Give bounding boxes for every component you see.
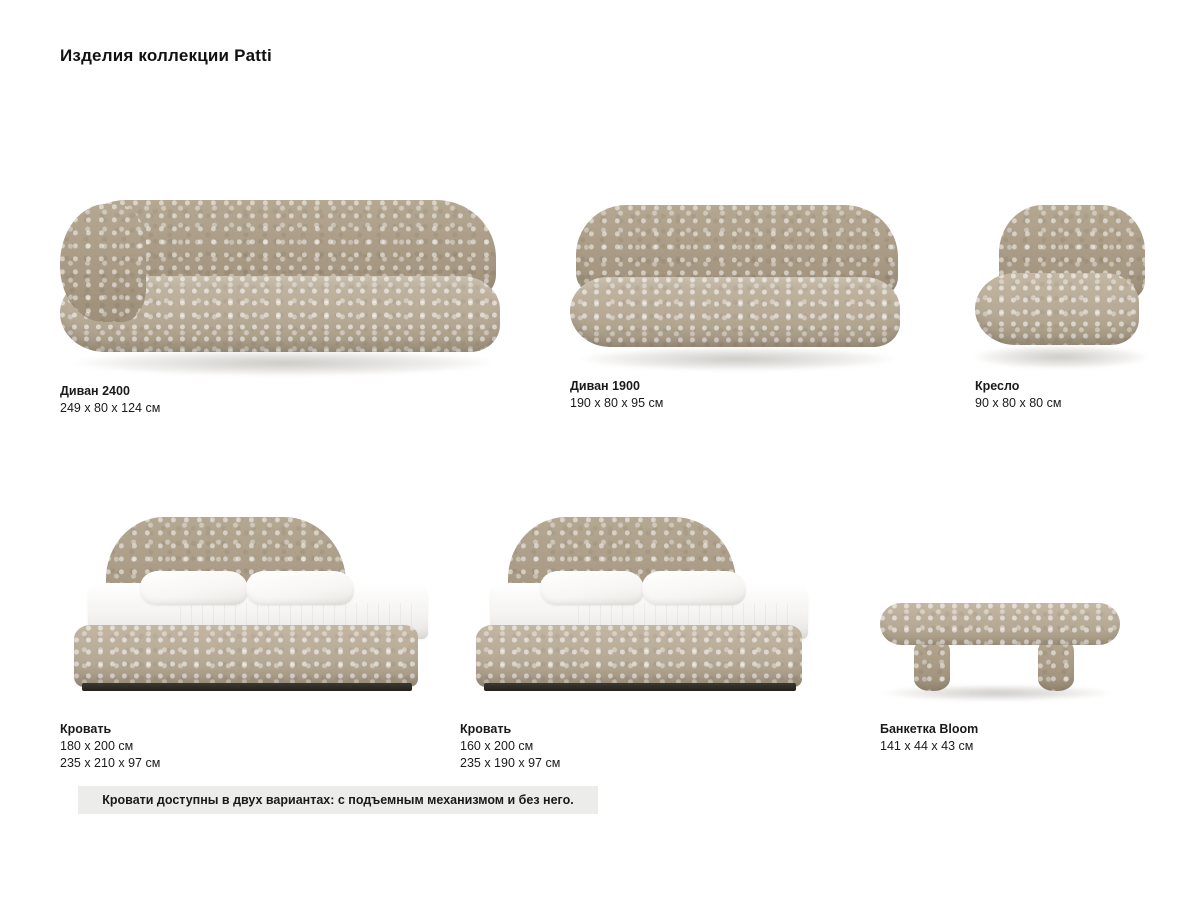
product-caption-sofa-2400: [60, 383, 510, 417]
product-name: Диван 2400: [60, 384, 130, 398]
armchair-seat: [975, 273, 1139, 345]
product-card-bed-160: [460, 505, 860, 772]
product-caption-sofa-1900: [570, 378, 910, 412]
product-caption-bed-160: [460, 721, 860, 772]
bed-pillow-right: [642, 571, 746, 605]
product-card-sofa-1900: [570, 205, 910, 412]
bed-pillow-right: [246, 571, 354, 605]
product-image-armchair: [975, 205, 1155, 375]
bed-base: [476, 625, 802, 687]
footer-note: Кровати доступны в двух вариантах: с подъемным механизмом и без него.: [78, 786, 598, 814]
product-size: 160 x 200 см: [460, 739, 534, 753]
product-image-bench-bloom: [880, 505, 1130, 705]
page-title: Изделия коллекции Patti: [60, 46, 272, 65]
product-caption-armchair: [975, 378, 1155, 412]
product-name: Диван 1900: [570, 379, 640, 393]
product-image-bed-160: [460, 505, 860, 705]
bench-illustration: [880, 603, 1120, 703]
product-dimensions: 235 x 210 x 97 см: [60, 756, 161, 770]
product-card-bed-180: [60, 505, 480, 772]
product-name: Банкетка Bloom: [880, 722, 979, 736]
sofa-2400-illustration: [60, 200, 500, 375]
sofa-seat: [570, 277, 900, 347]
product-image-sofa-1900: [570, 205, 910, 375]
product-name: Кресло: [975, 379, 1020, 393]
sofa-1900-illustration: [570, 205, 900, 365]
product-size: 180 x 200 см: [60, 739, 134, 753]
product-card-armchair: [975, 205, 1155, 412]
product-dimensions: 249 x 80 x 124 см: [60, 401, 161, 415]
product-image-bed-180: [60, 505, 480, 705]
armchair-illustration: [975, 205, 1145, 365]
product-caption-bench-bloom: [880, 721, 1130, 755]
bed-base: [74, 625, 418, 687]
bench-leg-right: [1038, 637, 1074, 691]
product-dimensions: 141 x 44 x 43 см: [880, 739, 974, 753]
mattress-quilting: [180, 603, 416, 627]
product-dimensions: 190 x 80 x 95 см: [570, 396, 664, 410]
bed-pillow-left: [540, 571, 644, 605]
product-image-sofa-2400: [60, 200, 510, 375]
bed-pillow-left: [140, 571, 248, 605]
product-card-bench-bloom: [880, 505, 1130, 755]
bench-leg-left: [914, 637, 950, 691]
mattress-quilting: [578, 603, 798, 627]
product-caption-bed-180: [60, 721, 480, 772]
product-dimensions: 235 x 190 x 97 см: [460, 756, 561, 770]
bench-seat: [880, 603, 1120, 645]
bed-plinth: [484, 683, 796, 691]
sofa-armrest: [60, 204, 146, 322]
product-name: Кровать: [460, 722, 512, 736]
product-dimensions: 90 x 80 x 80 см: [975, 396, 1062, 410]
product-name: Кровать: [60, 722, 112, 736]
product-card-sofa-2400: [60, 200, 510, 417]
bed-plinth: [82, 683, 412, 691]
